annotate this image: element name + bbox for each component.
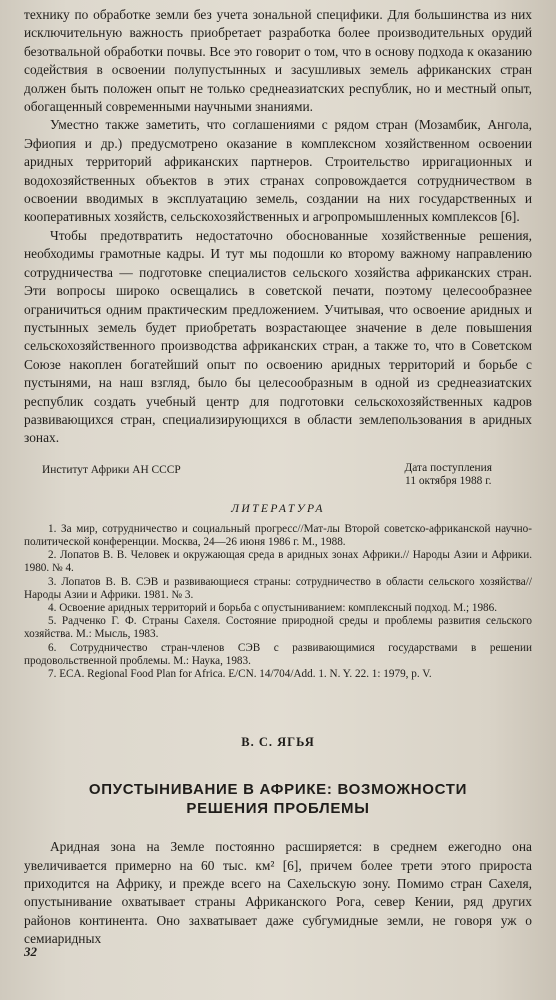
date-value: 11 октября 1988 г. <box>405 474 492 487</box>
article-title <box>24 780 532 818</box>
paragraph-1: технику по обработке земли без учета зональной специфики. Для большинства из них исключительную важность приобретает разработка более производительных орудий безотвальной обработки почвы. Все это говорит о том, что в основу подхода к оказанию содействия в освоении полупустынных и засушливых земель африканских стран должен быть положен опыт не только среднеазиатских республик, но и местный опыт, обогащенный современными научными знаниями. <box>24 7 532 115</box>
text-column <box>24 6 532 949</box>
reference-1: 1. За мир, сотрудничество и социальный прогресс//Мат-лы Второй советско-африканской научно-политической конференции. Москва, 24—26 июня 1986 г. М., 1988. <box>24 522 532 548</box>
literature-heading: ЛИТЕРАТУРА <box>231 501 325 515</box>
received-date <box>405 462 532 488</box>
reference-2: 2. Лопатов В. В. Человек и окружающая среда в аридных зонах Африки.// Народы Азии и Африки. 1980. № 4. <box>24 549 532 575</box>
reference-4: 4. Освоение аридных территорий и борьба с опустыниванием: комплексный подход. М.; 1986. <box>48 601 498 614</box>
reference-list <box>24 523 532 681</box>
article-title-line-1: ОПУСТЫНИВАНИЕ В АФРИКЕ: ВОЗМОЖНОСТИ <box>88 781 468 799</box>
article-author: В. С. ЯГЬЯ <box>241 735 315 750</box>
article-title-line-2: РЕШЕНИЯ ПРОБЛЕМЫ <box>186 800 370 818</box>
reference-5: 5. Радченко Г. Ф. Страны Сахеля. Состояние природной среды и проблемы развития сельского хозяйства. М.: Мысль, 1983. <box>24 615 532 641</box>
reference-6: 6. Сотрудничество стран-членов СЭВ с развивающимися государствами в решении продовольственной проблемы. М.: Наука, 1983. <box>24 641 532 667</box>
article-body: Аридная зона на Земле постоянно расширяется: в среднем ежегодно она увеличивается примерно на 60 тыс. км² [6], причем более трети этого прироста приходится на Африку, и прежде всего на Сахельскую зону. Помимо стран Сахеля, опустынивание охватывает страны Африканского Рога, север Кении, ряд других районов континента. Оно захватывает даже субгумидные земли, не говоря уж о семиаридных <box>24 839 532 947</box>
paragraph-3: Чтобы предотвратить недостаточно обоснованные хозяйственные решения, необходимы грамотные кадры. И тут мы подошли ко второму важному направлению сотрудничества — подготовке специалистов сельского хозяйства африканских стран. Эти вопросы широко освещались в советской печати, поэтому целесообразнее ограничиться одним практическим предложением. Учитывая, что освоение аридных и пустынных земель будет приобретать возрастающее значение в деле повышения сельскохозяйственного производства африканских стран, а также то, что в Советском Союзе накоплен богатейший опыт по освоению аридных территорий и борьбе с пустынями, на наш взгляд, было бы целесообразным в одной из среднеазиатских республик создать учебный центр для подготовки сельскохозяйственных кадров развивающихся стран, специализирующихся в области землепользования в аридных зонах. <box>24 227 532 446</box>
paragraph-2: Уместно также заметить, что соглашениями с рядом стран (Мозамбик, Ангола, Эфиопия и др.) предусмотрено оказание в комплексном хозяйственном освоении аридных территорий африканских партнеров. Строительство ирригационных и водохозяйственных объектов в этих странах сопровождается сотрудничеством в освоении вводимых в эксплуатацию земель, создании на них государственных и кооперативных хозяйств, сельскохозяйственных и агропромышленных комплексов [6]. <box>24 117 532 225</box>
signature-block <box>24 462 532 488</box>
date-label: Дата поступления <box>404 461 492 474</box>
reference-7: 7. ECA. Regional Food Plan for Africa. E/CN. 14/704/Add. 1. N. Y. 22. 1: 1979, p. V. <box>48 667 432 680</box>
reference-3: 3. Лопатов В. В. СЭВ и развивающиеся страны: сотрудничество в области сельского хозяйства//Народы Азии и Африки. 1981. № 3. <box>24 575 532 601</box>
page-number: 32 <box>24 944 37 959</box>
institute-label: Институт Африки АН СССР <box>42 463 181 476</box>
